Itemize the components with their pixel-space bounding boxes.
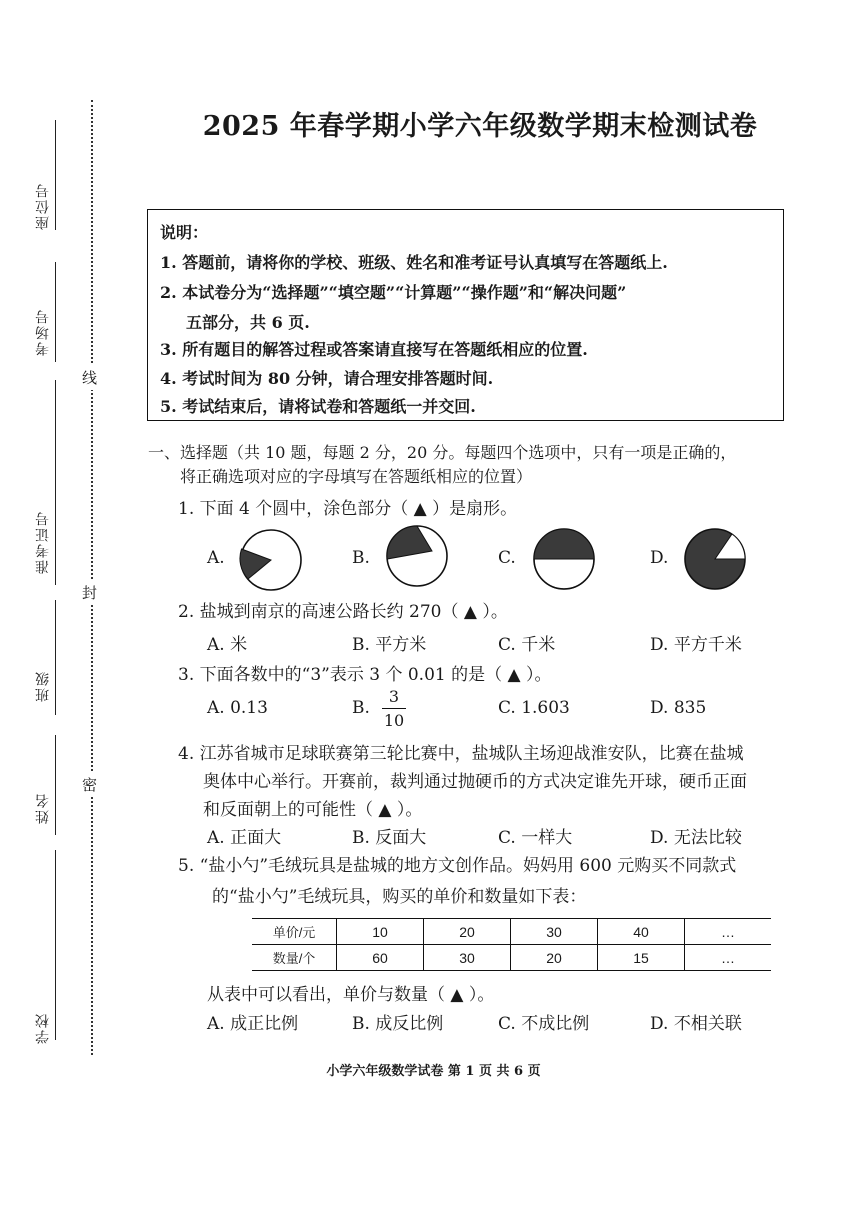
q3-option-a: A. 0.13 bbox=[207, 698, 268, 718]
question-2: 2. 盐城到南京的高速公路长约 270（ ▲ ）。 bbox=[178, 602, 508, 622]
question-5: 5. “盐小勺”毛绒玩具是盐城的地方文创作品。妈妈用 600 元购买不同款式 bbox=[178, 856, 737, 876]
fraction-numerator: 3 bbox=[388, 687, 400, 706]
q5-option-a: A. 成正比例 bbox=[207, 1014, 299, 1034]
q3-option-c: C. 1.603 bbox=[498, 698, 570, 718]
instruction-item: 1. 答题前，请将你的学校、班级、姓名和准考证号认真填写在答题纸上. bbox=[160, 253, 668, 272]
question-4-cont: 奥体中心举行。开赛前，裁判通过抛硬币的方式决定谁先开球，硬币正面 bbox=[203, 772, 747, 792]
q4-option-d: D. 无法比较 bbox=[650, 828, 742, 848]
instruction-item: 3. 所有题目的解答过程或答案请直接写在答题纸相应的位置. bbox=[160, 340, 588, 359]
q1-option-c: C. bbox=[498, 548, 516, 568]
price-quantity-table bbox=[252, 918, 771, 971]
q2-option-c: C. 千米 bbox=[498, 635, 556, 655]
table-row bbox=[252, 919, 771, 945]
margin-line bbox=[55, 262, 56, 362]
margin-line bbox=[55, 735, 56, 835]
q3-option-b-fraction bbox=[382, 687, 406, 730]
table-cell: 60 bbox=[337, 945, 424, 971]
cut-mark-seal: 封 bbox=[82, 580, 97, 605]
admission-number-label: 准考证号 bbox=[35, 510, 51, 574]
table-cell: … bbox=[685, 919, 772, 945]
margin-line bbox=[55, 120, 56, 230]
instructions-box bbox=[147, 209, 784, 421]
q1-option-d: D. bbox=[650, 548, 669, 568]
question-5-prompt: 从表中可以看出，单价与数量（ ▲ ）。 bbox=[207, 985, 495, 1005]
q3-option-d: D. 835 bbox=[650, 698, 707, 718]
table-cell: … bbox=[685, 945, 772, 971]
q2-option-a: A. 米 bbox=[207, 635, 248, 655]
q1-option-b: B. bbox=[352, 548, 370, 568]
table-cell: 15 bbox=[598, 945, 685, 971]
q1-circle-c bbox=[531, 526, 597, 592]
instruction-item: 4. 考试时间为 80 分钟，请合理安排答题时间. bbox=[160, 369, 494, 388]
table-cell: 30 bbox=[511, 919, 598, 945]
question-1: 1. 下面 4 个圆中，涂色部分（ ▲ ）是扇形。 bbox=[178, 499, 518, 519]
fraction-bar bbox=[382, 708, 406, 709]
section-heading: 一、选择题（共 10 题，每题 2 分，20 分。每题四个选项中，只有一项是正确的， bbox=[148, 443, 737, 462]
q2-option-b: B. 平方米 bbox=[352, 635, 427, 655]
q5-option-c: C. 不成比例 bbox=[498, 1014, 590, 1034]
q3-option-b-label: B. bbox=[352, 698, 370, 718]
cut-line bbox=[91, 100, 93, 1055]
table-cell: 30 bbox=[424, 945, 511, 971]
table-cell: 40 bbox=[598, 919, 685, 945]
instruction-item: 5. 考试结束后，请将试卷和答题纸一并交回. bbox=[160, 397, 476, 416]
question-3: 3. 下面各数中的“3”表示 3 个 0.01 的是（ ▲ ）。 bbox=[178, 665, 552, 685]
instruction-item: 五部分，共 6 页. bbox=[186, 313, 310, 332]
question-4: 4. 江苏省城市足球联赛第三轮比赛中，盐城队主场迎战淮安队，比赛在盐城 bbox=[178, 744, 744, 764]
fraction-denominator: 10 bbox=[383, 711, 405, 730]
name-label: 姓名 bbox=[35, 792, 51, 824]
seat-number-label: 座位号 bbox=[35, 182, 51, 230]
q1-option-a: A. bbox=[207, 548, 225, 568]
q5-option-b: B. 成反比例 bbox=[352, 1014, 444, 1034]
q1-circle-a bbox=[238, 527, 304, 593]
q1-circle-b bbox=[384, 523, 450, 589]
cut-mark-line: 线 bbox=[82, 365, 97, 390]
section-heading-cont: 将正确选项对应的字母填写在答题纸相应的位置） bbox=[180, 467, 533, 486]
margin-line bbox=[55, 600, 56, 715]
q1-circle-d bbox=[682, 526, 748, 592]
table-cell: 20 bbox=[424, 919, 511, 945]
q5-option-d: D. 不相关联 bbox=[650, 1014, 742, 1034]
margin-line bbox=[55, 380, 56, 585]
instruction-item: 2. 本试卷分为“选择题”“填空题”“计算题”“操作题”和“解决问题” bbox=[160, 283, 627, 302]
q4-option-c: C. 一样大 bbox=[498, 828, 573, 848]
table-row bbox=[252, 945, 771, 971]
page-title: 2025 年春学期小学六年级数学期末检测试卷 bbox=[202, 111, 758, 142]
table-cell: 20 bbox=[511, 945, 598, 971]
instructions-heading: 说明： bbox=[160, 223, 209, 242]
table-cell: 10 bbox=[337, 919, 424, 945]
q4-option-b: B. 反面大 bbox=[352, 828, 427, 848]
table-header-cell: 数量/个 bbox=[252, 945, 337, 971]
cut-mark-secret: 密 bbox=[82, 772, 97, 797]
exam-room-label: 考场号 bbox=[35, 308, 51, 356]
school-label: 学校 bbox=[35, 1012, 51, 1044]
q4-option-a: A. 正面大 bbox=[207, 828, 282, 848]
table-header-cell: 单价/元 bbox=[252, 919, 337, 945]
margin-line bbox=[55, 850, 56, 1040]
question-5-cont: 的“盐小勺”毛绒玩具，购买的单价和数量如下表： bbox=[212, 887, 587, 907]
question-4-cont: 和反面朝上的可能性（ ▲ ）。 bbox=[203, 800, 423, 820]
class-label: 班级 bbox=[35, 670, 51, 702]
page-footer: 小学六年级数学试卷 第 1 页 共 6 页 bbox=[326, 1064, 541, 1079]
q2-option-d: D. 平方千米 bbox=[650, 635, 742, 655]
